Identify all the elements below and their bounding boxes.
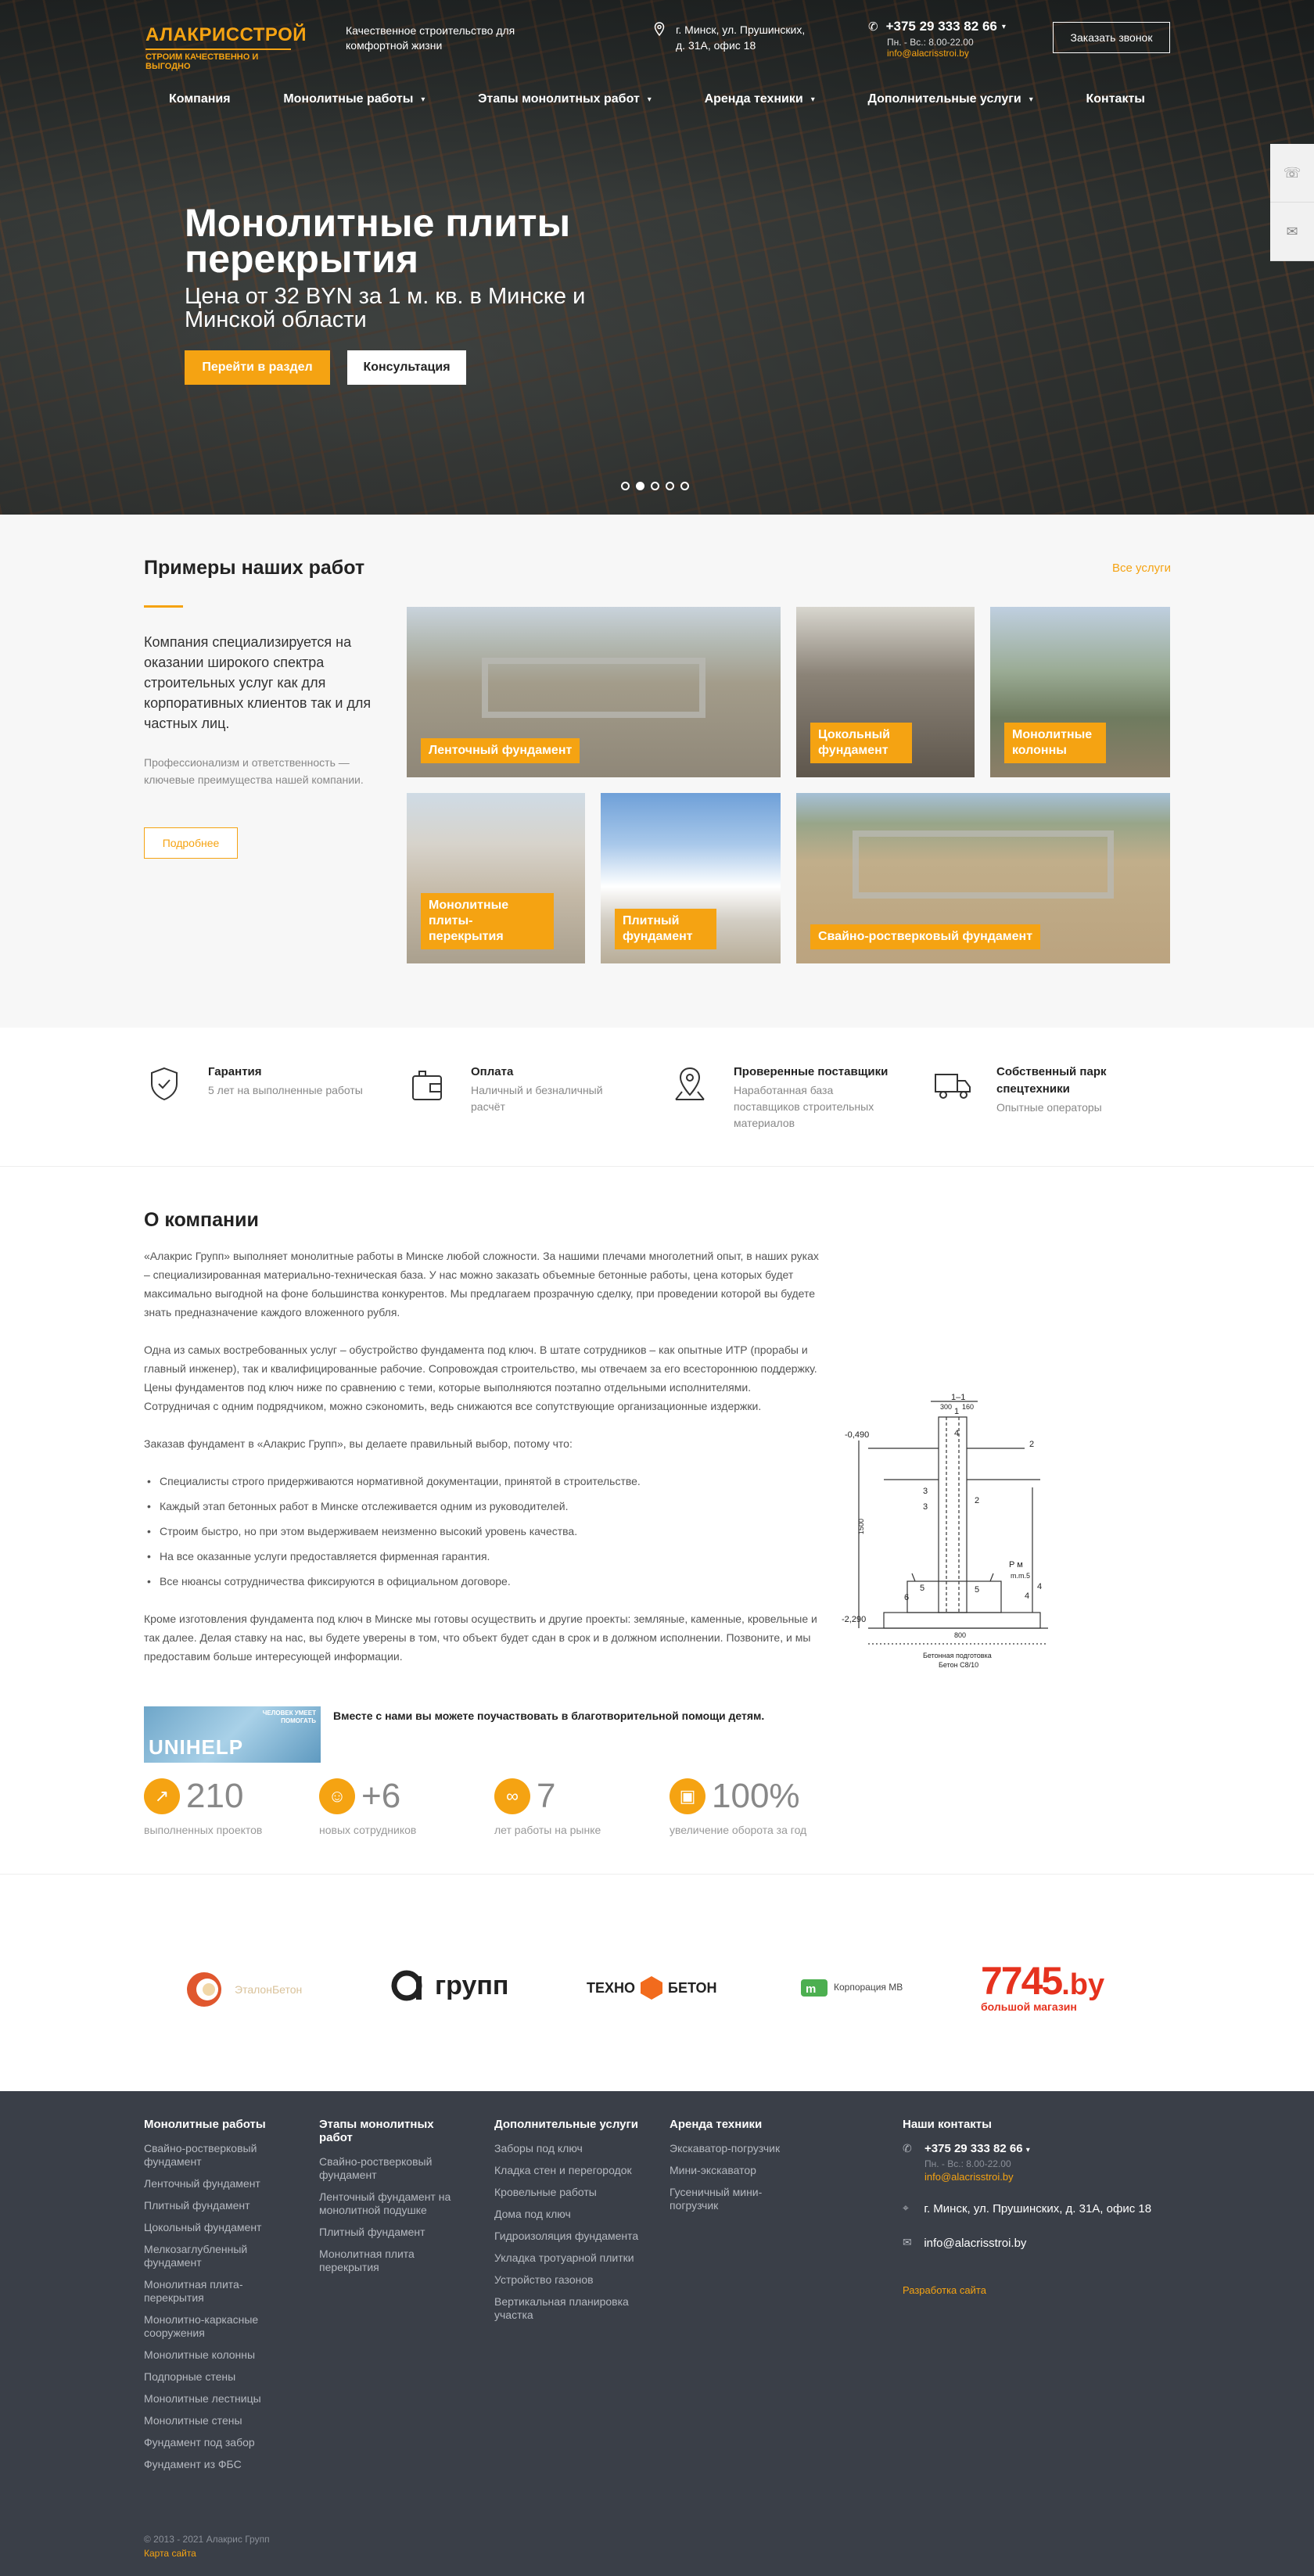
footer-link[interactable]: Гидроизоляция фундамента bbox=[494, 2230, 639, 2242]
feature-suppliers bbox=[670, 1064, 904, 1132]
foundation-drawing bbox=[837, 1394, 1072, 1675]
footer-link[interactable]: Монолитные стены bbox=[144, 2414, 242, 2427]
footer-link[interactable]: Цокольный фундамент bbox=[144, 2221, 262, 2233]
side-contact-widget bbox=[1270, 144, 1314, 261]
partner-name-suffix: .by bbox=[1061, 1968, 1105, 2001]
stat-caption: выполненных проектов bbox=[144, 1824, 263, 1836]
copyright: © 2013 - 2021 Алакрис Групп bbox=[144, 2534, 270, 2545]
footer-link[interactable]: Экскаватор-погрузчик bbox=[670, 2142, 781, 2154]
partner-name: Корпорация МВ bbox=[834, 1982, 903, 1993]
footer bbox=[0, 2091, 1314, 2576]
footer-link[interactable]: Свайно-ростверковый фундамент bbox=[144, 2142, 257, 2168]
partner-tagline: большой магазин bbox=[981, 2000, 1077, 2013]
footer-link[interactable]: Плитный фундамент bbox=[319, 2226, 425, 2238]
works-note: Профессионализм и ответственность — ключевые преимущества нашей компании. bbox=[144, 756, 364, 786]
chevron-down-icon: ▾ bbox=[810, 95, 815, 104]
foundation-photo bbox=[482, 658, 706, 717]
partner-logo-technobeton[interactable] bbox=[587, 1975, 717, 2001]
header-tagline: Качественное строительство для комфортной жизни bbox=[346, 24, 515, 52]
feature-title: Проверенные поставщики bbox=[734, 1065, 889, 1078]
drawing-label: 5 bbox=[920, 1584, 925, 1593]
footer-link[interactable]: Свайно-ростверковый фундамент bbox=[319, 2155, 433, 2181]
about-paragraph: «Алакрис Групп» выполняет монолитные работы в Минске любой сложности. За нашими плечами многолетний опыт, в наших руках – специализированная материально-техническая база. У нас можно заказать объемные бетонные работы, цена которых будет максимально выгодной на фоне большинства конкурентов. Мы предлагаем прозрачную сделку, при проведении которой вы будете знать предназначение каждого вложенного рубля. bbox=[144, 1250, 819, 1318]
partner-name: 7745 bbox=[981, 1959, 1062, 2003]
footer-address: г. Минск, ул. Прушинских, д. 31А, офис 18 bbox=[924, 2202, 1152, 2215]
drawing-label: -2,290 bbox=[842, 1615, 867, 1624]
nav-label: Аренда техники bbox=[704, 92, 803, 106]
location-pin-icon: ⌖ bbox=[903, 2201, 909, 2214]
works-section bbox=[0, 515, 1314, 1028]
work-tile-columns[interactable] bbox=[990, 607, 1170, 777]
footer-phone-block bbox=[903, 2142, 1153, 2183]
footer-phone-number[interactable]: +375 29 333 82 66 bbox=[924, 2142, 1023, 2155]
footer-link[interactable]: Монолитная плита-перекрытия bbox=[144, 2278, 243, 2304]
hero-go-button[interactable]: Перейти в раздел bbox=[185, 350, 330, 385]
drawing-label: 1 bbox=[954, 1407, 960, 1416]
work-tile-strip-foundation[interactable] bbox=[407, 607, 781, 777]
map-pin-icon bbox=[670, 1064, 710, 1104]
footer-link[interactable]: Ленточный фундамент bbox=[144, 2177, 260, 2190]
footer-link[interactable]: Устройство газонов bbox=[494, 2273, 594, 2286]
feature-text: Наличный и безналичный расчёт bbox=[471, 1084, 603, 1113]
footer-link[interactable]: Укладка тротуарной плитки bbox=[494, 2251, 634, 2264]
stat-value: +6 bbox=[361, 1777, 401, 1815]
nav-item-stages[interactable] bbox=[453, 92, 677, 106]
footer-link[interactable]: Подпорные стены bbox=[144, 2370, 236, 2383]
works-lead: Компания специализируется на оказании широкого спектра строительных услуг как для корпоративных клиентов так и для частных лиц. bbox=[144, 634, 372, 731]
truck-icon bbox=[932, 1064, 973, 1104]
drawing-label: 4 bbox=[1037, 1582, 1043, 1591]
hero-title: Монолитные плиты перекрытия bbox=[185, 201, 571, 281]
feature-title: Собственный парк спецтехники bbox=[996, 1065, 1107, 1096]
tile-label: Ленточный фундамент bbox=[421, 738, 580, 763]
stat-years bbox=[494, 1777, 601, 1836]
mv-emblem bbox=[801, 1976, 829, 1998]
accent-divider bbox=[144, 605, 183, 608]
feature-guarantee bbox=[144, 1064, 379, 1104]
technobeton-hexagon bbox=[638, 1975, 665, 2001]
bullet-item: • Строим быстро, но при этом выдерживаем неизменно высокий уровень качества. bbox=[144, 1522, 820, 1541]
footer-col-monolith bbox=[144, 2118, 285, 2480]
header-phone-number[interactable]: +375 29 333 82 66 bbox=[885, 19, 997, 34]
work-tile-basement[interactable] bbox=[796, 607, 975, 777]
drawing-label: 160 bbox=[962, 1403, 975, 1411]
charity-text: Вместе с нами вы можете поучаствовать в благотворительной помощи детям. bbox=[333, 1710, 765, 1722]
features-section bbox=[0, 1028, 1314, 1167]
feature-machinery bbox=[932, 1064, 1167, 1116]
about-title: О компании bbox=[144, 1209, 259, 1231]
drawing-label: 2 bbox=[975, 1496, 980, 1505]
nav-item-company[interactable] bbox=[144, 92, 256, 106]
slider-dot[interactable] bbox=[621, 482, 630, 490]
footer-col-title: Наши контакты bbox=[903, 2118, 992, 2131]
slider-dots bbox=[621, 482, 689, 490]
nav-label: Этапы монолитных работ bbox=[478, 92, 640, 106]
feature-text: Наработанная база поставщиков строительных материалов bbox=[734, 1084, 874, 1129]
tile-label: Свайно-ростверковый фундамент bbox=[810, 924, 1040, 949]
drawing-label: 3 bbox=[923, 1502, 928, 1512]
sitemap-link[interactable]: Карта сайта bbox=[144, 2548, 196, 2559]
about-paragraph: Кроме изготовления фундамента под ключ в Минске мы готовы осуществить и другие проекты: земляные, каменные, кровельные и так далее. Делая ставку на нас, вы будете уверены в том, что объект будет сдан в срок и в должном исполнении. Позвоните, и мы предоставим больше интересующей информации. bbox=[144, 1613, 817, 1663]
stat-value: 7 bbox=[537, 1777, 556, 1815]
briefcase-icon: ▣ bbox=[670, 1778, 705, 1814]
dev-link[interactable]: Разработка сайта bbox=[903, 2284, 986, 2296]
unihelp-tagline: ЧЕЛОВЕК УМЕЕТ ПОМОГАТЬ bbox=[262, 1710, 316, 1724]
footer-hours: Пн. - Вс.: 8.00-22.00 bbox=[924, 2158, 1011, 2169]
footer-link[interactable]: Вертикальная планировка участка bbox=[494, 2295, 629, 2321]
about-text bbox=[144, 1247, 820, 1684]
nav-item-contacts[interactable] bbox=[1061, 92, 1170, 106]
main-nav bbox=[144, 86, 1170, 113]
stat-turnover bbox=[670, 1777, 806, 1836]
nav-label: Дополнительные услуги bbox=[867, 92, 1021, 106]
header-phone[interactable] bbox=[868, 19, 1006, 34]
footer-email-small[interactable]: info@alacrisstroi.by bbox=[924, 2171, 1014, 2183]
drawing-label: 2 bbox=[1029, 1440, 1035, 1449]
drawing-label: m.m.5 bbox=[1011, 1572, 1031, 1580]
stat-value: 210 bbox=[186, 1777, 244, 1815]
unihelp-logo: UNIHELP bbox=[149, 1735, 244, 1759]
chevron-down-icon: ▾ bbox=[421, 95, 425, 104]
work-tile-slab-foundation[interactable] bbox=[601, 793, 781, 963]
address-line-1: г. Минск, ул. Прушинских, bbox=[676, 23, 806, 36]
work-tile-pile-foundation[interactable] bbox=[796, 793, 1170, 963]
footer-link[interactable]: Плитный фундамент bbox=[144, 2199, 250, 2212]
header-hours: Пн. - Вс.: 8.00-22.00 bbox=[887, 37, 974, 48]
phone-icon: ✆ bbox=[903, 2142, 912, 2154]
footer-link[interactable]: Гусеничный мини-погрузчик bbox=[670, 2186, 763, 2212]
hero-section bbox=[0, 0, 1314, 515]
mail-icon[interactable]: ✉ bbox=[1270, 203, 1314, 261]
footer-col-stages bbox=[319, 2118, 468, 2283]
footer-link[interactable]: Заборы под ключ bbox=[494, 2142, 583, 2154]
footer-link[interactable]: Мини-экскаватор bbox=[670, 2164, 756, 2176]
nav-label: Монолитные работы bbox=[283, 92, 414, 106]
drawing-label: 5 bbox=[975, 1585, 980, 1595]
phone-icon: ✆ bbox=[868, 20, 878, 34]
grupp-emblem bbox=[391, 1968, 425, 2003]
footer-link[interactable]: Фундамент из ФБС bbox=[144, 2458, 242, 2470]
feature-title: Оплата bbox=[471, 1065, 514, 1078]
mail-icon: ✉ bbox=[903, 2236, 912, 2248]
footer-link[interactable]: Монолитно-каркасные сооружения bbox=[144, 2313, 259, 2339]
footer-link[interactable]: Монолитная плита перекрытия bbox=[319, 2248, 415, 2273]
phone-icon[interactable]: ☏ bbox=[1270, 144, 1314, 203]
drawing-label: 4 bbox=[954, 1429, 960, 1438]
drawing-label: 6 bbox=[904, 1593, 910, 1602]
header-email[interactable]: info@alacrisstroi.by bbox=[887, 48, 969, 59]
drawing-label: Бетон C8/10 bbox=[939, 1661, 979, 1669]
partners-section bbox=[0, 1874, 1314, 2091]
stat-employees bbox=[319, 1777, 416, 1836]
feature-text: 5 лет на выполненные работы bbox=[208, 1084, 363, 1096]
logo-sub: СТРОИМ КАЧЕСТВЕННО И ВЫГОДНО bbox=[145, 52, 259, 71]
drawing-label: 3 bbox=[923, 1487, 928, 1496]
footer-address-block bbox=[903, 2201, 1153, 2217]
partner-logo-etalonbeton[interactable] bbox=[185, 1970, 302, 2009]
chevron-down-icon: ▾ bbox=[647, 95, 652, 104]
foundation-photo bbox=[853, 831, 1115, 899]
tile-label: Цокольный фундамент bbox=[810, 723, 912, 763]
drawing-label: P м bbox=[1009, 1560, 1023, 1570]
bullet-item: • Специалисты строго придерживаются нормативной документации, принятой в строительстве. bbox=[144, 1472, 820, 1491]
partner-name: ТЕХНО bbox=[587, 1979, 636, 1996]
works-title: Примеры наших работ bbox=[144, 557, 365, 579]
partner-logo-7745[interactable] bbox=[981, 1961, 1104, 2013]
nav-item-monolith[interactable] bbox=[258, 92, 450, 106]
partner-logo-grupp[interactable] bbox=[391, 1968, 508, 2003]
hero-consult-button[interactable]: Консультация bbox=[347, 350, 466, 385]
stat-caption: лет работы на рынке bbox=[494, 1824, 601, 1836]
header-address bbox=[654, 22, 805, 53]
trend-icon: ↗ bbox=[144, 1778, 180, 1814]
footer-link[interactable]: Фундамент под забор bbox=[144, 2436, 255, 2449]
footer-email[interactable]: info@alacrisstroi.by bbox=[924, 2237, 1027, 2250]
bullet-item: • Все нюансы сотрудничества фиксируются в официальном договоре. bbox=[144, 1572, 820, 1591]
address-line-2: д. 31А, офис 18 bbox=[676, 39, 756, 52]
nav-item-rent[interactable] bbox=[680, 92, 840, 106]
footer-col-title: Монолитные работы bbox=[144, 2118, 266, 2131]
footer-col-title: Аренда техники bbox=[670, 2118, 763, 2131]
footer-link[interactable]: Мелкозаглубленный фундамент bbox=[144, 2243, 248, 2269]
footer-phone[interactable] bbox=[924, 2142, 1030, 2155]
logo[interactable] bbox=[145, 23, 307, 71]
drawing-label: 1500 bbox=[857, 1518, 865, 1534]
about-paragraph: Заказав фундамент в «Алакрис Групп», вы делаете правильный выбор, потому что: bbox=[144, 1437, 573, 1450]
infinity-icon: ∞ bbox=[494, 1778, 530, 1814]
drawing-label: 800 bbox=[954, 1631, 967, 1639]
feature-title: Гарантия bbox=[208, 1065, 262, 1078]
about-bullets bbox=[144, 1472, 820, 1591]
footer-col-extra bbox=[494, 2118, 643, 2330]
bullet-item: • Каждый этап бетонных работ в Минске отслеживается одним из руководителей. bbox=[144, 1497, 820, 1516]
partner-name: ЭталонБетон bbox=[235, 1983, 303, 1996]
footer-link[interactable]: Кладка стен и перегородок bbox=[494, 2164, 632, 2176]
nav-label: Компания bbox=[169, 92, 231, 106]
partner-name: БЕТОН bbox=[668, 1979, 717, 1996]
feature-text: Опытные операторы bbox=[996, 1101, 1102, 1114]
footer-link[interactable]: Ленточный фундамент на монолитной подушке bbox=[319, 2190, 451, 2216]
slider-dot[interactable] bbox=[636, 482, 644, 490]
svg-text:m: m bbox=[806, 1982, 817, 1996]
slider-dot[interactable] bbox=[680, 482, 689, 490]
etalonbeton-emblem bbox=[185, 1970, 224, 2009]
feature-payment bbox=[407, 1064, 641, 1115]
slider-dot[interactable] bbox=[651, 482, 659, 490]
chevron-down-icon[interactable]: ▾ bbox=[1001, 22, 1006, 31]
wallet-bag-icon bbox=[407, 1064, 447, 1104]
drawing-label: 1–1 bbox=[951, 1394, 966, 1402]
nav-label: Контакты bbox=[1086, 92, 1145, 106]
header-phone-block bbox=[868, 19, 1006, 59]
tile-label: Монолитные колонны bbox=[1004, 723, 1106, 763]
stat-caption: новых сотрудников bbox=[319, 1824, 417, 1836]
drawing-label: 300 bbox=[940, 1403, 953, 1411]
partner-name: групп bbox=[435, 1970, 509, 2000]
partner-logo-mv[interactable] bbox=[801, 1976, 903, 1998]
nav-item-extra[interactable] bbox=[843, 92, 1058, 106]
hero-subtitle: Цена от 32 BYN за 1 м. кв. в Минске и Минской области bbox=[185, 284, 586, 332]
drawing-label: 4 bbox=[1025, 1591, 1030, 1601]
footer-link[interactable]: Монолитные колонны bbox=[144, 2348, 256, 2361]
more-button[interactable]: Подробнее bbox=[144, 827, 238, 859]
unihelp-banner[interactable] bbox=[144, 1706, 321, 1763]
stat-caption: увеличение оборота за год bbox=[670, 1824, 807, 1836]
stat-projects bbox=[144, 1777, 262, 1836]
chevron-down-icon[interactable]: ▾ bbox=[1025, 2146, 1030, 2154]
callback-button[interactable]: Заказать звонок bbox=[1053, 22, 1170, 53]
about-section bbox=[0, 1167, 1314, 1874]
drawing-label: Бетонная подготовка bbox=[923, 1652, 992, 1659]
tile-label: Монолитные плиты-перекрытия bbox=[421, 893, 554, 949]
footer-col-title: Дополнительные услуги bbox=[494, 2118, 638, 2131]
chevron-down-icon: ▾ bbox=[1029, 95, 1033, 104]
shield-check-icon bbox=[144, 1064, 185, 1104]
footer-contacts bbox=[903, 2118, 1153, 2296]
user-icon: ☺ bbox=[319, 1778, 355, 1814]
footer-col-title: Этапы монолитных работ bbox=[319, 2118, 434, 2144]
footer-link[interactable]: Кровельные работы bbox=[494, 2186, 597, 2198]
logo-main: АЛАКРИССТРОЙ bbox=[145, 23, 291, 50]
bullet-item: • На все оказанные услуги предоставляется фирменная гарантия. bbox=[144, 1547, 820, 1566]
location-pin-icon bbox=[654, 22, 670, 53]
slider-dot[interactable] bbox=[666, 482, 674, 490]
drawing-label: -0,490 bbox=[845, 1430, 870, 1440]
all-services-link[interactable]: Все услуги bbox=[1112, 561, 1171, 575]
about-paragraph: Одна из самых востребованных услуг – обустройство фундамента под ключ. В штате сотрудников – как опытные ИТР (прорабы и главный инженер), так и квалифицированные рабочие. Сопровождая строительство, мы отвечаем за его всестороннюю поддержку. Цены фундаментов под ключ ниже по сравнению с теми, которые выполняются поэтапно отдельными исполнителями. Сотрудничая с одним подрядчиком, можно сэкономить, ведь снижаются все сопутствующие организационные издержки. bbox=[144, 1344, 817, 1412]
footer-link[interactable]: Монолитные лестницы bbox=[144, 2392, 261, 2405]
tile-label: Плитный фундамент bbox=[615, 909, 716, 949]
footer-col-rent bbox=[670, 2118, 810, 2221]
stat-value: 100% bbox=[712, 1777, 800, 1815]
footer-link[interactable]: Дома под ключ bbox=[494, 2208, 571, 2220]
footer-email-block bbox=[903, 2236, 1153, 2251]
work-tile-slabs[interactable] bbox=[407, 793, 585, 963]
